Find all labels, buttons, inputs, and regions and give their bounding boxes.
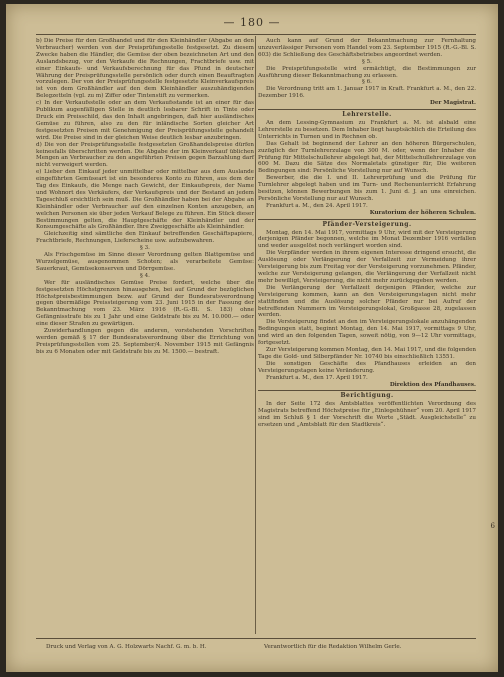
- section-mark: § 5.: [362, 58, 372, 65]
- column-divider: [255, 36, 256, 634]
- section-mark: § 3.: [140, 245, 150, 252]
- paragraph: Auch kann auf Grund der Bekanntmachung zur Fernhaltung unzuverlässiger Personen vom Handel vom 23. September 1915 (R.-G.-Bl. S. 603) die Schließung des Geschäftsbetriebes angeordnet werden.: [258, 38, 476, 58]
- signature-magistrat: Der Magistrat.: [430, 100, 476, 107]
- paragraph: Die Verordnung tritt am 1. Januar 1917 in Kraft. Frankfurt a. M., den 22. Dezember 1916.: [258, 86, 476, 100]
- paragraph: Die Versteigerung findet an den im Versteigerungslokale anzuhängenden Bedingungen statt, beginnt Montag, den 14. Mai 1917, vormittags 9 Uhr, und wird an den folgenden Tagen, soweit nötig, von 9—12 Uhr vormittags, fortgesetzt.: [258, 319, 476, 347]
- paragraph: In der Seite 172 des Amtsblattes veröffentlichten Verordnung des Magistrats betreffend Höchstpreise für „Einlegehühner“ vom 20. April 1917 sind im Schluß § 1 der Vorschrift die Worte „Städt. Ausgleichstelle“ zu ersetzen und „Amtsblatt für den Stadtkreis“.: [258, 401, 476, 429]
- side-number: 6: [490, 522, 495, 530]
- section-rule: [258, 219, 476, 220]
- left-column: [36, 38, 254, 356]
- section-heading-pfaender: Pfänder-Versteigerung.: [322, 220, 412, 228]
- paragraph: b) Die Preise für den Großhandel und für den Kleinhändler (Abgabe an den Verbraucher) werden von der Preisprüfungsstelle festgesetzt. Zu diesem Zwecke haben die Händler, die Gemüse der oben bezeichneten Art und den Auslandsbezug, vor den Verkaufe die Rechnungen, Frachtbriefe usw. mit einer Einkaufs- und Verkaufsberechnung für das Pfund in deutscher Währung der Preisprüfungsstelle persönlich oder durch einen Beauftragten vorzulegen. Der von der Preisprüfungsstelle festgesetzte Kleinverkaufspreis ist von dem Großhändler auf den dem Kleinhändler auszuhändigenden Belegzetteln (vgl. zu m) Ziffer oder Tintenstift zu vermerken.: [36, 38, 254, 100]
- paragraph: Wer für ausländisches Gemüse Preise fordert, welche über die festgesetzten Höchstgrenzen hinausgehen, bei auf Grund der bezüglichen Höchstpreisbestimmungen bezw. auf Grund der Bundesratsverordnung gegen übermäßige Preissteigerung vom 23. Juni 1915 in der Fassung der Bekanntmachung vom 23. März 1916 (R.-G.-Bl. S. 183) ohne Gefängnisstrafe bis zu 1 Jahr und eine Geldstrafe bis zu M. 10.000.— oder eine dieser Strafen zu gewärtigen.: [36, 279, 254, 328]
- footer-rule: [36, 638, 476, 639]
- signature-kuratorium: Kuratorium der höheren Schulen.: [369, 209, 476, 216]
- paragraph: Die Verpfänder werden in ihrem eigenen Interesse dringend ersucht, die Auslösung oder Verlängerung der Verfallzeit zur Vermeidung ihrer Versteigerung bis zum Freitag vor der Versteigerung vorzunehmen. Pfänder, welche zur Versteigerung gelangen, die Verlängerung der Verfallzeit nicht mehr bewilligt, Versteigerung, die nicht mehr zurückgegeben werden.: [258, 250, 476, 284]
- paragraph: Frankfurt a. M., den 17. April 1917.: [266, 374, 368, 381]
- paragraph: Montag, den 14. Mai 1917, vormittags 9 Uhr, wird mit der Versteigerung derjenigen Pfänder begonnen, welche im Monat Dezember 1916 verfallen und weder ausgelöst noch verlängert worden sind.: [258, 229, 476, 250]
- section-heading-berichtigung: Berichtigung.: [340, 392, 394, 400]
- section-rule: [258, 390, 476, 391]
- paragraph: e) Lieber den Einkauf jeder unmittelbar oder mittelbar aus dem Auslande eingeführten Gemüseart ist ein besonderes Konto zu führen, aus dem der Tag des Einkaufs, die Menge nach Gewicht, der Einkaufspreis, der Name und Wohnort des Verkäufers, der Verkaufspreis und der Bestand an jedem Tageschluß ersichtlich sein muß. Die Großhändler haben bei der Abgabe an Kleinhändler oder Verbraucher auf den einzelnen Konten anzugeben, an welchen Personen sie über jeden Verkauf Belege zu führen. Ein Stück dieser Bestimmungen gelten, die Hauptgeschäfte der Kleinhändler und der Konsumgeschäfte als Großhändler. Ihre Zweiggeschäfte als Kleinhändler.: [36, 169, 254, 231]
- section-heading-lehrerstelle: Lehrerstelle.: [342, 111, 392, 119]
- document-page: [6, 4, 498, 672]
- paragraph: Frankfurt a. M., den 24. April 1917.: [266, 202, 368, 209]
- section-mark: § 4.: [140, 272, 150, 279]
- paragraph: d) Die von der Preisprüfungsstelle festgesetzten Großhandelspreise dürfen keinesfalls überschritten werden. Die Abgabe der im Kleinverkauf üblichen Mengen an Verbraucher zu den angeführten Preisen gegen Barzahlung darf nicht verweigert werden.: [36, 141, 254, 169]
- paragraph: Zuwiderhandlungen gegen die anderen, vorstehenden Vorschriften werden gemäß § 17 der Bundesratsverordnung über die Errichtung von Preisprüfungsstellen vom 25. September/4. November 1915 mit Gefängnis bis zu 6 Monaten oder mit Geldstrafe bis zu M. 1500.— bestraft.: [36, 328, 254, 355]
- header-rule: [36, 34, 476, 35]
- paragraph: Das Gehalt ist beginnend der Lehrer an den höheren Bürgerschulen, zuzüglich der Turnlehrerzulage von 300 M. oder, wenn der Inhaber die Prüfung für Mittelschullehrer abgelegt hat, der Mittelschullehrerzulage von 600 M. Dazu die Sätze des Normaletats günstiger für, Die weiteren Bedingungen sind: Persönliche Vorstellung nur auf Wunsch.: [258, 140, 476, 175]
- paragraph: An dem Lessing-Gymnasium zu Frankfurt a. M. ist alsbald eine Lehrerstelle zu besetzen. Dem Inhaber liegt hauptsächlich die Erteilung des Unterrichts in Turnen und in Rechnen ob.: [258, 119, 476, 140]
- paragraph: Zur Versteigerung kommen Montag, den 14. Mai 1917, und die folgenden Tage die Gold- und Silberpfänder Nr. 10740 bis einschließlich 13551.: [258, 346, 476, 360]
- footer-editor: Verantwortlich für die Redaktion Wilhelm Gerle.: [264, 644, 402, 650]
- paragraph: Bewerber, die die I. und II. Lehrerprüfung und die Prüfung für Turnlehrer abgelegt haben und im Turn- und Rechenunterricht Erfahrung besitzen, können Bewerbungen bis zum 1. Juni d. J. an uns einreichen. Persönliche Vorstellung nur auf Wunsch.: [258, 175, 476, 202]
- paragraph: c) In der Verkaufsstelle oder an dem Verkaufsstande ist an einer für das Publikum augenfälligen Stelle in deutlich lesbarer Schrift in Tinte oder Druck ein Preisschild, das den Inhalt angebringen, daß hier ausländisches Gemüse zu führen, also zu den für inländische Sorten gleicher Art festgesetzten Preisen mit Genehmigung der Preisprüfungsstelle gehandelt wird. Die Preise sind in der gleichen Weise deutlich lesbar anzubringen.: [36, 100, 254, 141]
- paragraph: Als Frischgemüse im Sinne dieser Verordnung gelten Blattgemüse und Wurzelgemüse, ausgenommen Schoten; als verarbeitete Gemüse: Sauerkraut, Gemüsekonserven und Dörrgemüse.: [36, 252, 254, 272]
- paragraph: Die Verlängerung der Verfallzeit derjenigen Pfänder, welche zur Versteigerung kommen, kann an den Versteigerungstagen nicht mehr stattfinden und die Auslösung solcher Pfänder nur bei Aufruf der betreffenden Nummern im Versteigerungslokal, Großgasse 28, zugelassen werden.: [258, 284, 476, 319]
- footer-printer: Druck und Verlag von A. G. Holzwarts Nachf. G. m. b. H.: [46, 644, 207, 650]
- paragraph: Die sonstigen Geschäfte des Pfandhauses erleiden an den Versteigerungstagen keine Veränderung.: [258, 360, 476, 374]
- section-mark: § 6.: [362, 79, 372, 86]
- section-rule: [258, 109, 476, 110]
- page-number: — 180 —: [223, 16, 281, 29]
- paragraph: Die Preisprüfungsstelle wird ermächtigt, die Bestimmungen zur Ausführung dieser Bekanntmachung zu erlassen.: [258, 65, 476, 79]
- signature-pfandhaus: Direktion des Pfandhauses.: [389, 381, 476, 388]
- paragraph: Gleichzeitig sind sämtliche den Einkauf betreffenden Geschäftspapiere, Frachtbriefe, Rechnungen, Lieferscheine usw. aufzubewahren.: [36, 231, 254, 245]
- right-column: [258, 38, 476, 429]
